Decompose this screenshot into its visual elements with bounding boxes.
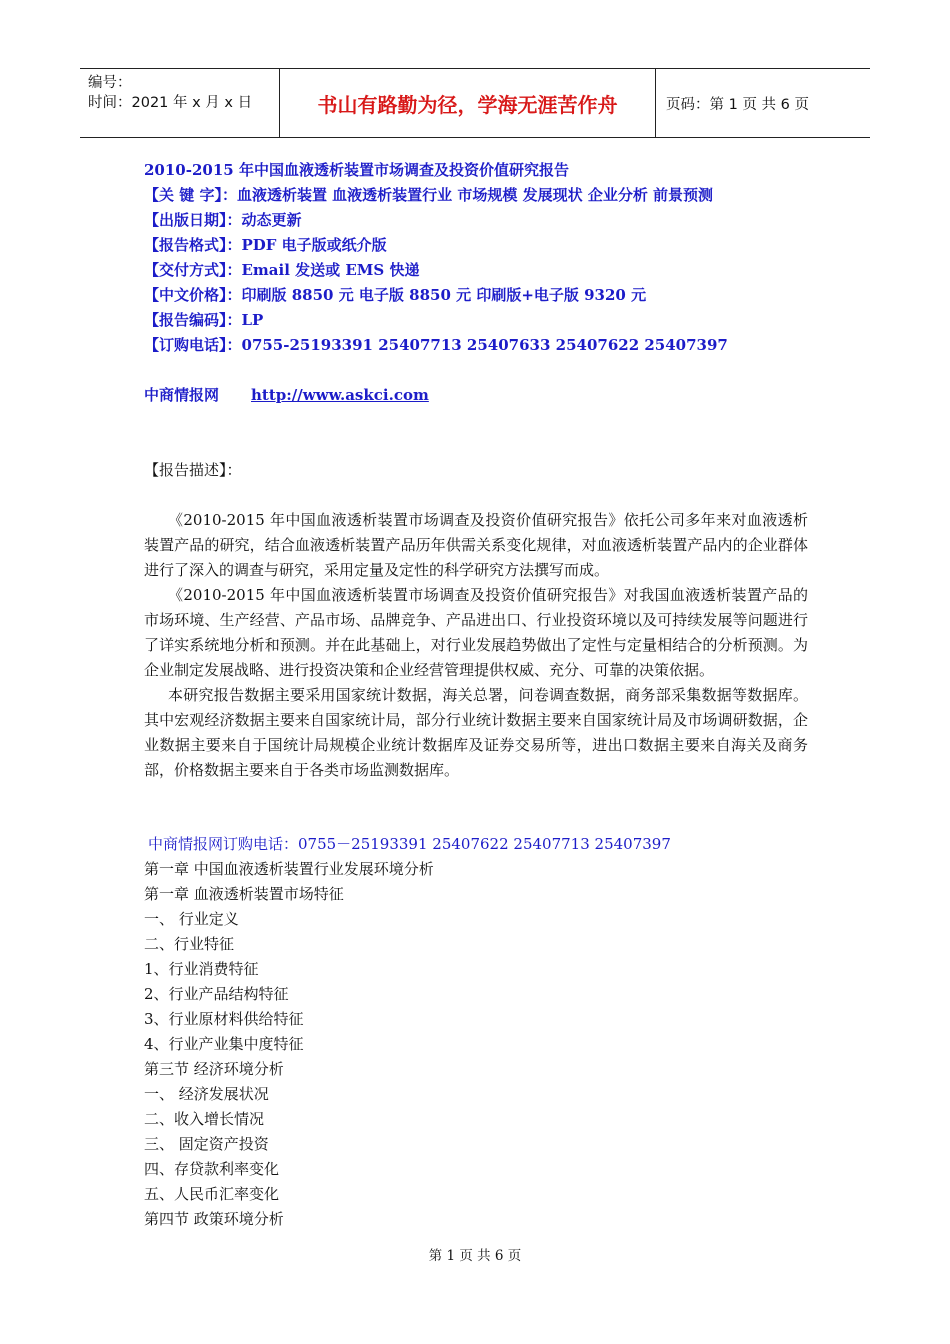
toc-item: 3、行业原材料供给特征 [144,1010,304,1028]
toc-item: 4、行业产业集中度特征 [144,1035,304,1053]
header-left-cell [80,69,280,137]
report-title: 2010-2015 年中国血液透析装置市场调查及投资价值研究报告 [144,161,569,179]
toc-item: 2、行业产品结构特征 [144,985,289,1003]
time-label: 时间：2021 年 x 月 x 日 [88,95,253,111]
report-code: 【报告编码】：LP [144,311,264,329]
toc-item: 第一章 中国血液透析装置行业发展环境分析 [144,860,434,878]
toc-item: 二、收入增长情况 [144,1110,265,1128]
motto: 书山有路勤为径，学海无涯苦作舟 [280,69,656,137]
description-paragraph: 《2010-2015 年中国血液透析装置市场调查及投资价值研究报告》依托公司多年来对血液透析装置产品的研究，结合血液透析装置产品历年供需关系变化规律，对血液透析装置产品内的企业群体进行了深入的调查与研究，采用定量及定性的科学研究方法撰写而成。 [144,511,808,579]
page-info: 页码：第 1 页 共 6 页 [666,96,809,113]
table-of-contents [144,857,434,1232]
site-name: 中商情报网 [144,386,220,404]
number-label: 编号： [88,75,132,91]
toc-item: 第三节 经济环境分析 [144,1060,284,1078]
toc-item: 四、存贷款利率变化 [144,1160,280,1178]
report-delivery: 【交付方式】：Email 发送或 EMS 快递 [144,261,420,279]
report-format: 【报告格式】：PDF 电子版或纸介版 [144,236,387,254]
site-url-link[interactable]: http://www.askci.com [251,386,429,404]
report-meta [144,158,824,358]
toc-item: 五、人民币汇率变化 [144,1185,280,1203]
report-price: 【中文价格】：印刷版 8850 元 电子版 8850 元 印刷版+电子版 9320 元 [144,286,647,304]
order-contact: 中商情报网订购电话：0755－25193391 25407622 25407713 25407397 [148,835,671,853]
description-label: 【报告描述】： [144,461,242,479]
toc-item: 第四节 政策环境分析 [144,1210,284,1228]
page-header [80,68,870,138]
site-line [144,383,429,408]
report-publish-date: 【出版日期】：动态更新 [144,211,302,229]
description-paragraph: 本研究报告数据主要采用国家统计数据，海关总署，问卷调查数据，商务部采集数据等数据库。其中宏观经济数据主要来自国家统计局，部分行业统计数据主要来自国家统计局及市场调研数据，企业数据主要来自于国统计局规模企业统计数据库及证券交易所等，进出口数据主要来自海关及商务部，价格数据主要来自于各类市场监测数据库。 [144,686,808,779]
report-keywords: 【关 键 字】：血液透析装置 血液透析装置行业 市场规模 发展现状 企业分析 前景预测 [144,186,714,204]
page-footer: 第 1 页 共 6 页 [428,1248,522,1264]
toc-item: 一、 经济发展状况 [144,1085,269,1103]
toc-item: 第一章 血液透析装置市场特征 [144,885,344,903]
description-paragraph: 《2010-2015 年中国血液透析装置市场调查及投资价值研究报告》对我国血液透析装置产品的市场环境、生产经营、产品市场、品牌竞争、产品进出口、行业投资环境以及可持续发展等问题进行了详实系统地分析和预测。并在此基础上，对行业发展趋势做出了定性与定量相结合的分析预测。为企业制定发展战略、进行投资决策和企业经营管理提供权威、充分、可靠的决策依据。 [144,586,808,679]
toc-item: 二、行业特征 [144,935,235,953]
toc-item: 三、 固定资产投资 [144,1135,269,1153]
description-body [144,508,808,783]
toc-item: 一、 行业定义 [144,910,239,928]
report-phone: 【订购电话】：0755-25193391 25407713 25407633 25407622 25407397 [144,336,728,354]
toc-item: 1、行业消费特征 [144,960,259,978]
